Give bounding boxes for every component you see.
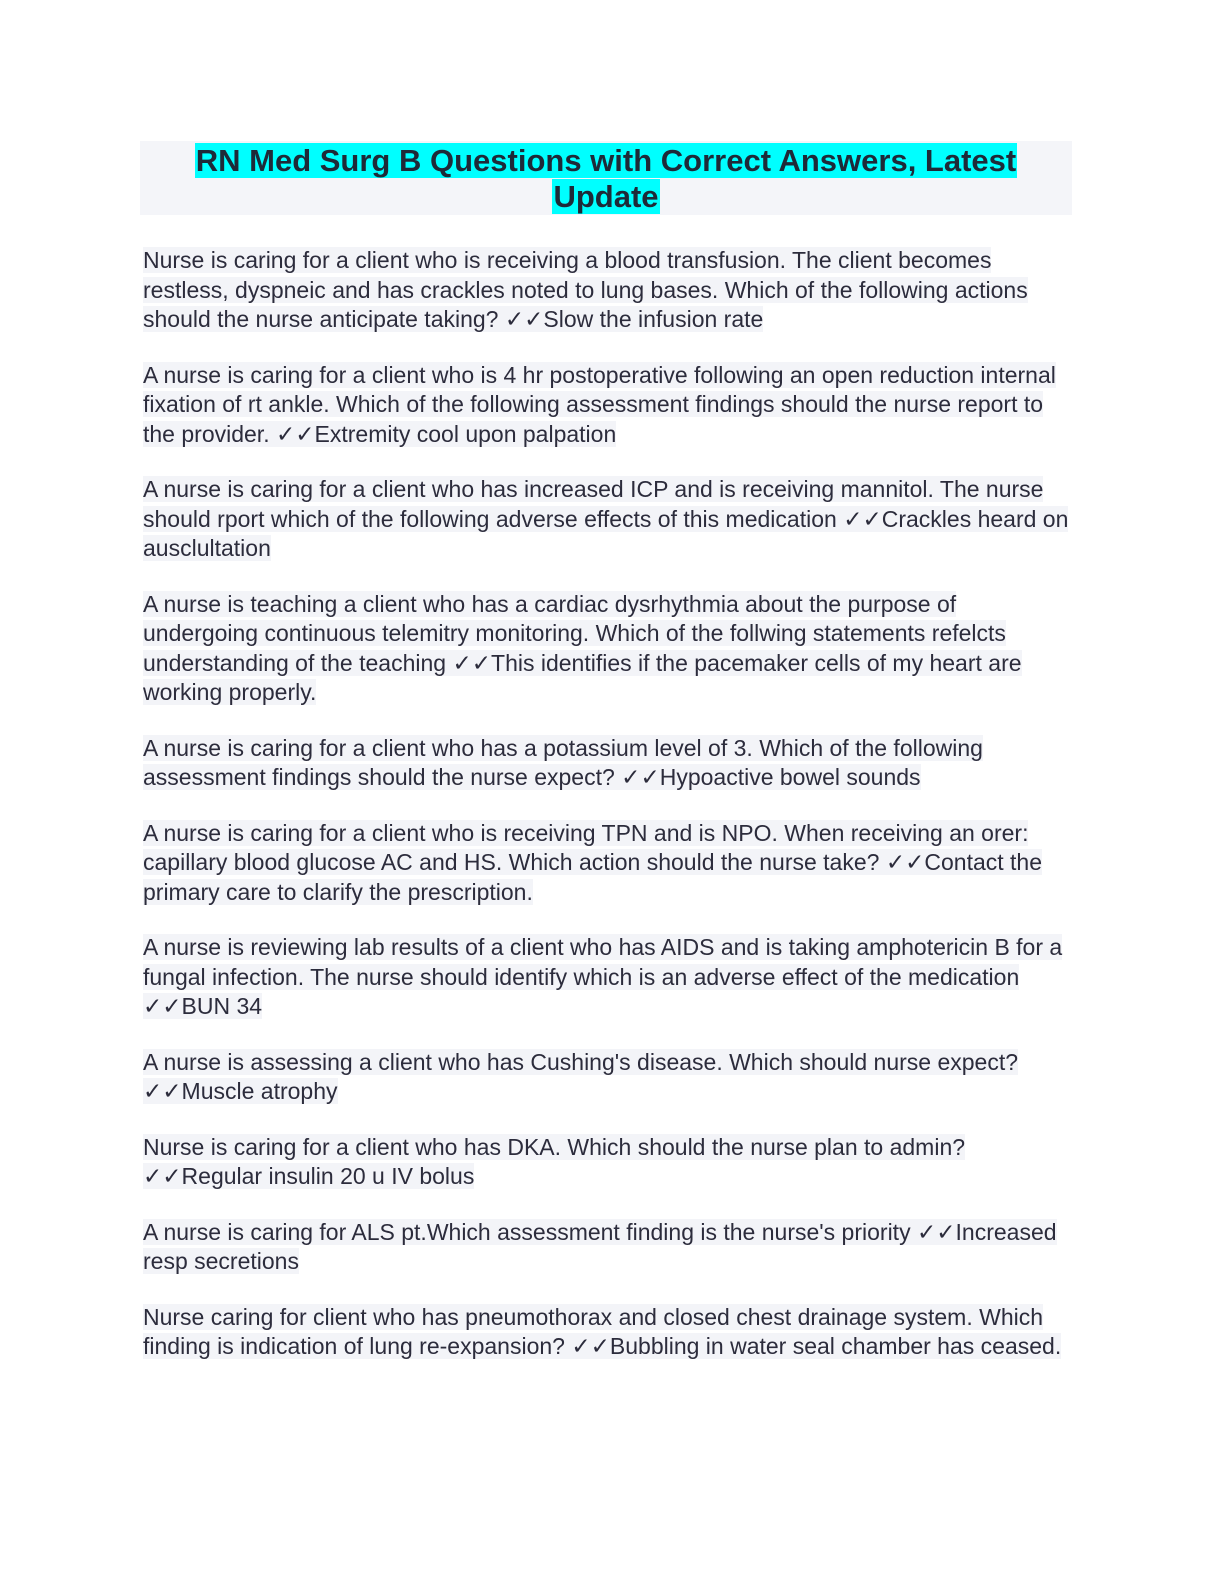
check-marks-icon: ✓✓ — [143, 1163, 182, 1189]
answer-text: Muscle atrophy — [181, 1078, 338, 1104]
answer-text: This identifies if the pacemaker cells of my heart are working properly. — [143, 649, 1022, 705]
qa-item — [143, 590, 1073, 708]
document-title — [140, 141, 1072, 215]
check-marks-icon: ✓✓ — [571, 1333, 610, 1359]
answer-text: Contact the primary care to clarify the prescription. — [143, 849, 1043, 905]
check-marks-icon: ✓✓ — [143, 1078, 182, 1104]
question-text: A nurse is caring for a client who is receiving TPN and is NPO. When receiving an orer: capillary blood glucose AC and HS. Which action should the nurse take? — [143, 819, 1029, 875]
answer-text: Extremity cool upon palpation — [314, 420, 617, 447]
qa-item — [143, 475, 1073, 564]
qa-item — [143, 246, 1073, 335]
question-text: Nurse is caring for a client who is receiving a blood transfusion. The client becomes restless, dyspneic and has crackles noted to lung bases. Which of the following actions should the nurse anticipate taking? — [143, 247, 1028, 332]
check-marks-icon: ✓✓ — [621, 764, 660, 790]
qa-item — [143, 1303, 1073, 1362]
check-marks-icon: ✓✓ — [916, 1218, 956, 1245]
answer-text: Crackles heard on ausclultation — [143, 505, 1069, 561]
title-line-1: RN Med Surg B Questions with Correct Answers, Latest — [195, 143, 1017, 178]
question-text: A nurse is caring for ALS pt.Which assessment finding is the nurse's priority — [143, 1218, 917, 1245]
check-marks-icon: ✓✓ — [885, 849, 925, 875]
question-text: A nurse is assessing a client who has Cushing's disease. Which should nurse expect? — [143, 1048, 1019, 1075]
document-title-box — [140, 141, 1072, 215]
qa-list — [143, 246, 1073, 1388]
qa-item — [143, 1048, 1073, 1107]
qa-item — [143, 819, 1073, 908]
answer-text: BUN 34 — [181, 993, 263, 1019]
answer-text: Increased resp secretions — [143, 1218, 1057, 1274]
answer-text: Hypoactive bowel sounds — [659, 764, 921, 790]
answer-text: Slow the infusion rate — [543, 306, 764, 332]
question-text: Nurse caring for client who has pneumothorax and closed chest drainage system. Which finding is indication of lung re-expansion? — [143, 1303, 1044, 1359]
question-text: Nurse is caring for a client who has DKA. Which should the nurse plan to admin? — [143, 1133, 966, 1160]
check-marks-icon: ✓✓ — [452, 649, 492, 676]
check-marks-icon: ✓✓ — [843, 505, 882, 532]
qa-item — [143, 361, 1073, 450]
question-text: A nurse is reviewing lab results of a client who has AIDS and is taking amphotericin B for a fungal infection. The nurse should identify which is an adverse effect of the medication — [143, 934, 1063, 990]
answer-text: Bubbling in water seal chamber has ceased. — [609, 1333, 1062, 1359]
question-text: A nurse is caring for a client who is 4 hr postoperative following an open reduction internal fixation of rt ankle. Which of the following assessment findings should the nurse report to the provider. — [143, 361, 1056, 447]
title-line-2: Update — [553, 179, 659, 214]
qa-item — [143, 1218, 1073, 1277]
answer-text: Regular insulin 20 u IV bolus — [181, 1163, 475, 1189]
question-text: A nurse is teaching a client who has a cardiac dysrhythmia about the purpose of undergoing continuous telemitry monitoring. Which of the follwing statements refelcts understanding of the teaching — [143, 590, 1006, 676]
check-marks-icon: ✓✓ — [275, 420, 315, 447]
check-marks-icon: ✓✓ — [143, 993, 182, 1019]
qa-item — [143, 933, 1073, 1022]
question-text: A nurse is caring for a client who has a potassium level of 3. Which of the following assessment findings should the nurse expect? — [143, 734, 983, 790]
question-text: A nurse is caring for a client who has increased ICP and is receiving mannitol. The nurse should rport which of the following adverse effects of this medication — [143, 476, 1044, 532]
qa-item — [143, 734, 1073, 793]
qa-item — [143, 1133, 1073, 1192]
check-marks-icon: ✓✓ — [504, 306, 544, 332]
